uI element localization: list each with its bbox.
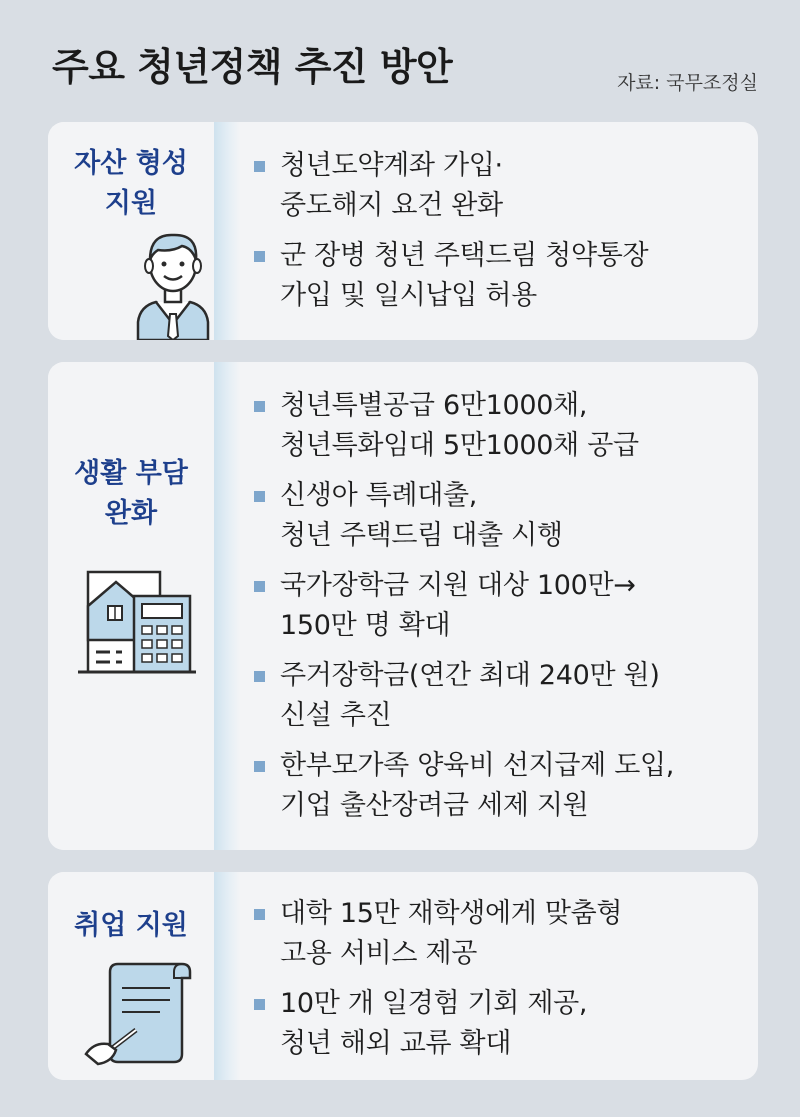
document-pen-icon [82,958,200,1068]
list-item [254,894,740,974]
bullet-square-icon [254,491,265,502]
list-item [254,984,740,1064]
item-text: 청년 주택드림 대출 시행 [280,520,563,551]
section-label [48,906,214,946]
section-label-line: 생활 부담 [74,458,188,489]
item-text: 중도해지 요건 완화 [280,190,503,221]
person-icon [128,226,218,340]
item-list [254,894,740,1064]
section-asset-building [48,122,758,340]
item-text: 주거장학금(연간 최대 240만 원) [280,660,660,691]
bullet-square-icon [254,671,265,682]
item-text: 10만 개 일경험 기회 제공, [280,988,588,1019]
item-text: 청년특별공급 6만1000채, [280,390,588,421]
bullet-square-icon [254,251,265,262]
list-item [254,656,740,736]
list-item [254,746,740,826]
section-label-line: 완화 [104,498,158,529]
bullet-square-icon [254,909,265,920]
item-text: 청년특화임대 5만1000채 공급 [280,430,639,461]
item-text: 청년 해외 교류 확대 [280,1028,512,1059]
item-text: 고용 서비스 제공 [280,938,478,969]
bullet-square-icon [254,999,265,1010]
item-text: 기업 출산장려금 세제 지원 [280,790,589,821]
item-list [254,386,740,826]
source-note: 자료: 국무조정실 [617,72,758,94]
list-item [254,476,740,556]
section-label [48,144,214,224]
page-title: 주요 청년정책 추진 방안 [52,45,453,89]
section-label-line: 취업 지원 [74,910,188,941]
bullet-square-icon [254,581,265,592]
item-text: 신설 추진 [280,700,392,731]
list-item [254,386,740,466]
item-text: 한부모가족 양육비 선지급제 도입, [280,750,675,781]
item-text: 150만 명 확대 [280,610,451,641]
section-living-cost-relief [48,362,758,850]
item-text: 가입 및 일시납입 허용 [280,280,537,311]
item-text: 군 장병 청년 주택드림 청약통장 [280,240,649,271]
house-calculator-icon [74,566,198,678]
list-item [254,566,740,646]
section-label-line: 지원 [104,188,158,219]
bullet-square-icon [254,761,265,772]
item-text: 대학 15만 재학생에게 맞춤형 [280,898,623,929]
item-text: 신생아 특례대출, [280,480,478,511]
section-label [48,454,214,534]
item-list [254,146,740,316]
list-item [254,236,740,316]
bullet-square-icon [254,161,265,172]
item-text: 청년도약계좌 가입· [280,150,503,181]
bullet-square-icon [254,401,265,412]
item-text: 국가장학금 지원 대상 100만→ [280,570,636,601]
section-label-line: 자산 형성 [74,148,188,179]
list-item [254,146,740,226]
section-employment-support [48,872,758,1080]
